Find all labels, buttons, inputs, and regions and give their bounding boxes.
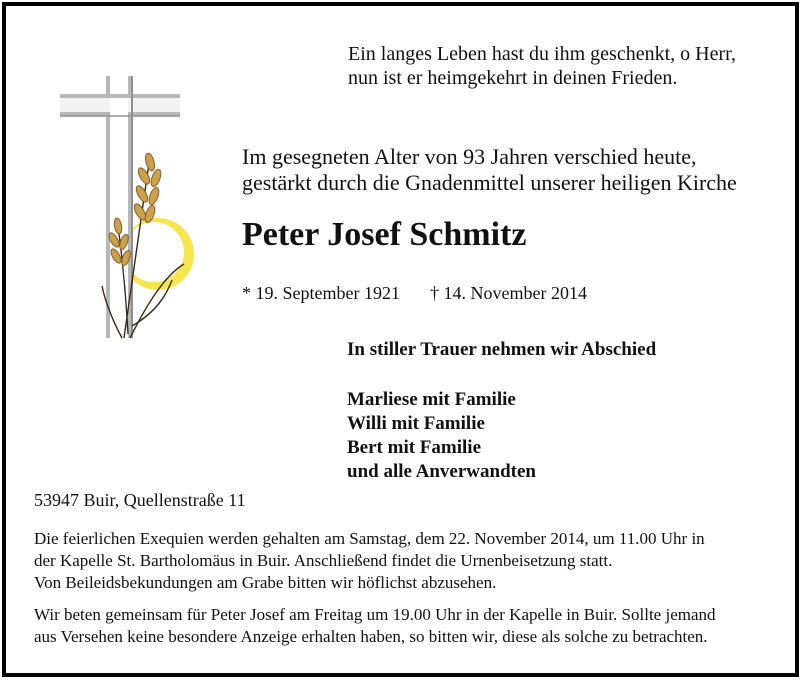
- paragraph-line: der Kapelle St. Bartholomäus in Buir. Anschließend findet die Urnenbeisetzung statt.: [34, 551, 613, 570]
- motto-line: Ein langes Leben hast du ihm geschenkt, o Herr,: [348, 43, 736, 65]
- death-date: † 14. November 2014: [430, 283, 587, 303]
- paragraph-line: Wir beten gemeinsam für Peter Josef am Freitag um 19.00 Uhr in der Kapelle in Buir. Sollte jemand: [34, 605, 716, 624]
- intro-line: gestärkt durch die Gnadenmittel unserer heiligen Kirche: [242, 170, 737, 195]
- family-address: 53947 Buir, Quellenstraße 11: [34, 490, 246, 510]
- birth-date: * 19. September 1921: [242, 283, 400, 303]
- mourner-item: und alle Anverwandten: [347, 461, 536, 482]
- intro-line: Im gesegneten Alter von 93 Jahren verschied heute,: [242, 144, 697, 169]
- mourner-item: Bert mit Familie: [347, 437, 482, 458]
- deceased-name: Peter Josef Schmitz: [242, 216, 527, 253]
- mourner-item: Willi mit Familie: [347, 413, 485, 434]
- paragraph-line: aus Versehen keine besondere Anzeige erhalten haben, so bitten wir, diese als solche zu betrachten.: [34, 627, 708, 646]
- motto-verse: [348, 42, 736, 90]
- motto-line: nun ist er heimgekehrt in deinen Frieden.: [348, 67, 678, 89]
- mourner-item: Marliese mit Familie: [347, 389, 516, 410]
- intro-text: [242, 144, 737, 196]
- exequies-paragraph: [34, 528, 705, 594]
- cross-wheat-sun-illustration: [46, 76, 206, 346]
- obituary-notice: [2, 2, 799, 677]
- mourners-list: [347, 388, 536, 484]
- prayer-paragraph: [34, 604, 716, 648]
- grief-statement: In stiller Trauer nehmen wir Abschied: [347, 339, 657, 360]
- paragraph-line: Von Beileidsbekundungen am Grabe bitten wir höflichst abzusehen.: [34, 573, 497, 592]
- paragraph-line: Die feierlichen Exequien werden gehalten am Samstag, dem 22. November 2014, um 11.00 Uhr in: [34, 529, 705, 548]
